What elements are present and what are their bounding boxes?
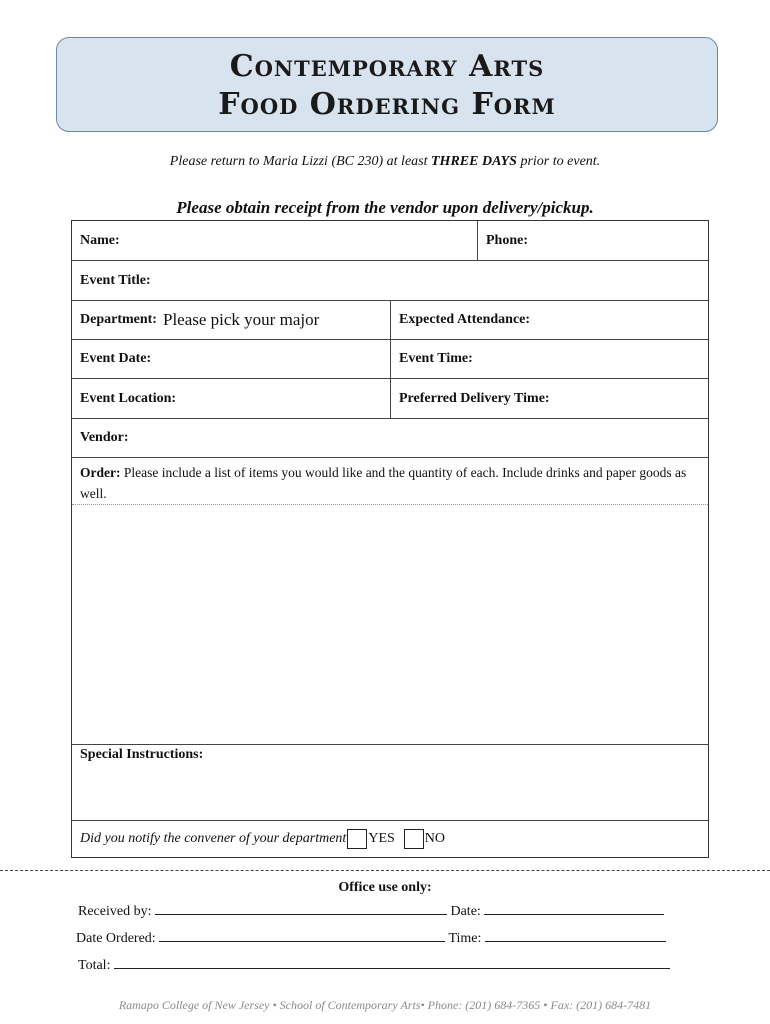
receipt-note: Please obtain receipt from the vendor upon delivery/pickup. (176, 198, 594, 217)
total-input[interactable] (114, 954, 670, 969)
return-notice (0, 154, 770, 170)
event-title-field[interactable] (72, 261, 708, 300)
row-department-attendance (72, 301, 708, 340)
event-location-label: Event Location: (80, 390, 177, 406)
vendor-field[interactable] (72, 419, 708, 457)
notify-question: Did you notify the convener of your department (80, 831, 347, 846)
event-date-label: Event Date: (80, 351, 152, 366)
office-use-title: Office use only: (338, 880, 432, 895)
row-name-phone (72, 221, 708, 261)
office-date-label: Date: (450, 904, 481, 919)
yes-checkbox[interactable] (347, 829, 367, 849)
form-title-line-1: Contemporary Arts (229, 49, 545, 84)
no-label: NO (424, 831, 446, 846)
notify-question-field (72, 821, 708, 857)
form-title-banner (56, 37, 718, 132)
event-title-label: Event Title: (80, 272, 151, 288)
name-field[interactable] (72, 221, 477, 260)
event-date-field[interactable] (72, 340, 390, 378)
event-time-label: Event Time: (399, 351, 473, 366)
row-special-instructions (72, 745, 708, 821)
event-time-field[interactable] (390, 340, 708, 378)
delivery-time-field[interactable] (390, 379, 708, 418)
return-notice-suffix: prior to event. (516, 154, 601, 169)
office-date-input[interactable] (484, 900, 664, 915)
row-date-time (72, 340, 708, 379)
department-select[interactable]: Please pick your major (162, 310, 320, 329)
order-entry-area[interactable] (72, 505, 708, 744)
footer-contact: Ramapo College of New Jersey • School of Contemporary Arts• Phone: (201) 684-7365 • Fax: (201) 684-7481 (118, 998, 652, 1012)
return-notice-prefix: Please return to Maria Lizzi (BC 230) at least (169, 154, 431, 169)
total-line (78, 954, 670, 974)
order-instructions (72, 458, 708, 504)
office-time-input[interactable] (485, 927, 666, 942)
row-order (72, 458, 708, 745)
received-by-input[interactable] (155, 900, 447, 915)
delivery-time-label: Preferred Delivery Time: (399, 390, 550, 406)
row-event-title (72, 261, 708, 301)
row-vendor (72, 419, 708, 458)
row-location-delivery (72, 379, 708, 419)
date-ordered-label: Date Ordered: (76, 931, 156, 946)
name-label: Name: (80, 232, 120, 248)
date-ordered-line (76, 927, 666, 947)
event-location-field[interactable] (72, 379, 390, 418)
phone-field[interactable] (477, 221, 708, 260)
row-notify (72, 821, 708, 857)
no-checkbox[interactable] (404, 829, 424, 849)
order-form-table (71, 220, 709, 858)
office-time-label: Time: (448, 931, 482, 946)
vendor-label: Vendor: (80, 430, 129, 445)
attendance-field[interactable] (390, 301, 708, 339)
attendance-label: Expected Attendance: (399, 312, 531, 327)
order-label: Order: (80, 465, 121, 480)
cut-line (0, 870, 770, 871)
return-notice-emphasis: THREE DAYS (431, 154, 517, 169)
department-label: Department: (80, 312, 157, 327)
order-instructions-text: Please include a list of items you would like and the quantity of each. Include drinks and paper goods as well. (80, 465, 687, 501)
form-title-line-2: Food Ordering Form (218, 87, 556, 122)
received-by-label: Received by: (78, 904, 152, 919)
received-by-line (78, 900, 664, 920)
department-field (72, 301, 390, 339)
phone-label: Phone: (486, 232, 528, 248)
special-instructions-field[interactable] (72, 745, 708, 820)
yes-label: YES (368, 831, 395, 846)
total-label: Total: (78, 958, 111, 973)
date-ordered-input[interactable] (159, 927, 445, 942)
special-instructions-label: Special Instructions: (80, 747, 204, 762)
